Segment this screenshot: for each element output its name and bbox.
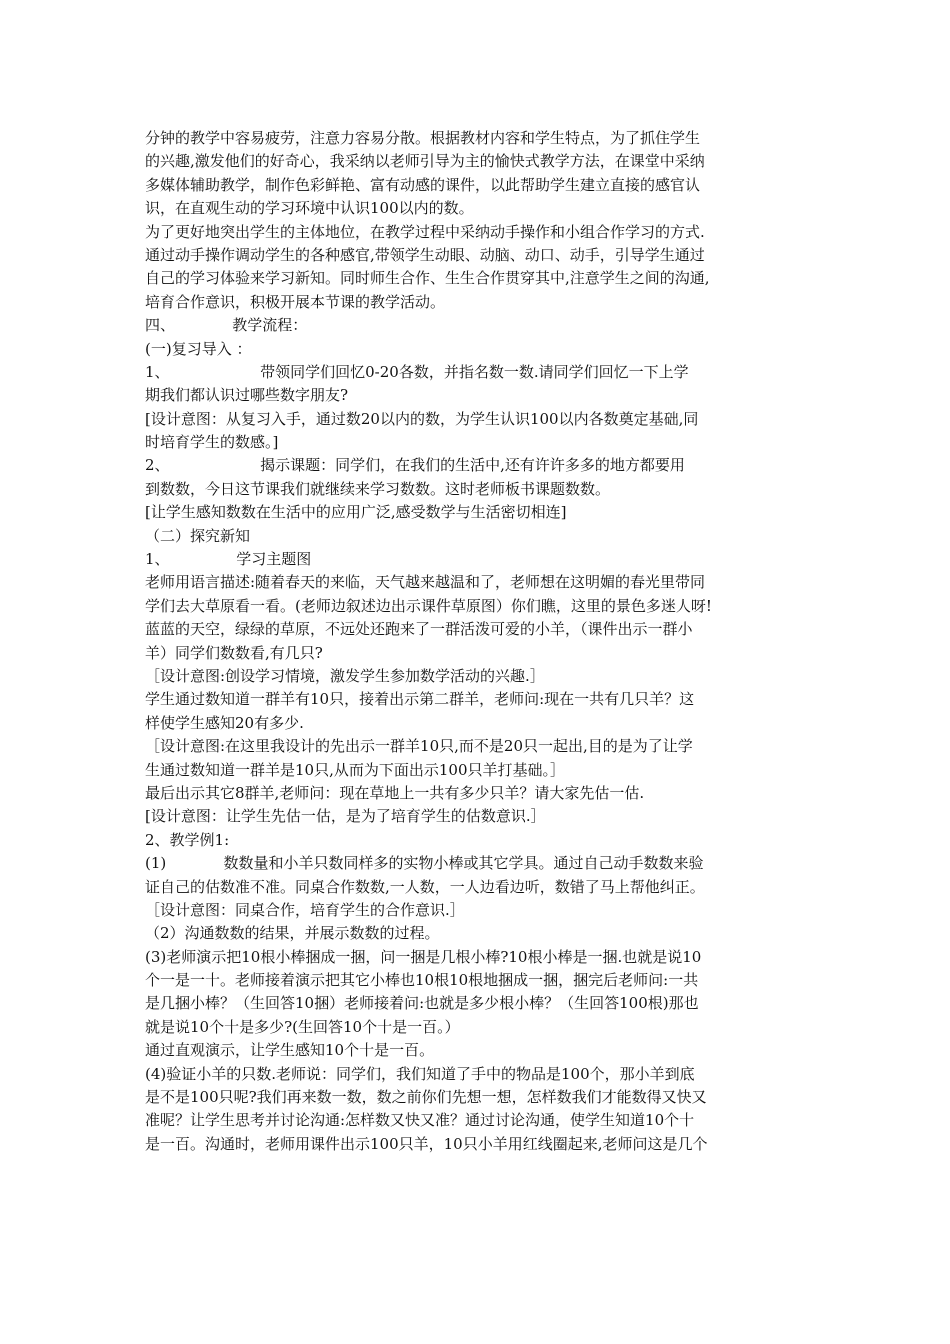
text-line: 通过直观演示，让学生感知10个十是一百。 (145, 1041, 435, 1060)
text-line: 是几捆小棒？（生回答10捆）老师接着问:也就是多少根小棒？（生回答100根)那也 (145, 994, 699, 1013)
text-line: 蓝蓝的天空，绿绿的草原，不远处还跑来了一群活泼可爱的小羊，（课件出示一群小 (145, 620, 693, 639)
text-line: 老师用语言描述:随着春天的来临，天气越来越温和了，老师想在这明媚的春光里带同 (145, 573, 706, 592)
text-line: 样使学生感知20有多少. (145, 713, 304, 732)
text-line: 就是说10个十是多少?(生回答10个十是一百。） (145, 1017, 460, 1036)
text-line: 证自己的估数准不准。同桌合作数数,一人数，一人边看边听，数错了马上帮他纠正。 (145, 877, 705, 896)
text-line: 到数数，今日这节课我们就继续来学习数数。这时老师板书课题数数。 (145, 479, 611, 498)
text-line: 学们去大草原看一看。(老师边叙述边出示课件草原图）你们瞧，这里的景色多迷人呀! (145, 596, 712, 615)
text-line: 时培育学生的数感。] (145, 433, 279, 452)
text-line: (一)复习导入 ： (145, 339, 252, 358)
text-line: 2、 揭示课题：同学们，在我们的生活中,还有许许多多的地方都要用 (145, 456, 685, 475)
text-line: 是一百。沟通时，老师用课件出示100只羊，10只小羊用红线圈起来,老师问这是几个 (145, 1134, 708, 1153)
text-line: 识，在直观生动的学习环境中认识100以内的数。 (145, 199, 474, 218)
text-line: 最后出示其它8群羊,老师问：现在草地上一共有多少只羊？请大家先估一估. (145, 783, 645, 802)
text-line: 多媒体辅助教学，制作色彩鲜艳、富有动感的课件，以此帮助学生建立直接的感官认 (145, 175, 701, 194)
text-line: [设计意图：从复习入手，通过数20以内的数，为学生认识100以内各数奠定基础,同 (145, 409, 699, 428)
text-line: ［设计意图：同桌合作，培育学生的合作意识.］ (145, 900, 465, 919)
text-line: 是不是100只呢?我们再来数一数，数之前你们先想一想，怎样数我们才能数得又快又 (145, 1088, 707, 1107)
text-line: （2）沟通数数的结果，并展示数数的过程。 (145, 924, 440, 943)
text-line: （二）探究新知 (145, 526, 251, 545)
text-line: 羊）同学们数数看,有几只? (145, 643, 323, 662)
text-line: 1、 学习主题图 (145, 550, 312, 569)
text-line: 期我们都认识过哪些数字朋友? (145, 386, 349, 405)
text-line: ［设计意图:创设学习情境，激发学生参加数学活动的兴趣.］ (145, 666, 545, 685)
text-line: 1、 带领同学们回忆0-20各数，并指名数一数.请同学们回忆一下上学 (145, 362, 689, 381)
text-line: 生通过数知道一群羊是10只,从而为下面出示100只羊打基础。］ (145, 760, 565, 779)
text-line: 四、 教学流程： (145, 316, 308, 335)
text-line: 分钟的教学中容易疲劳，注意力容易分散。根据教材内容和学生特点，为了抓住学生 (145, 129, 701, 147)
document-body (145, 127, 810, 1156)
text-line: 通过动手操作调动学生的各种感官,带领学生动眼、动脑、动口、动手，引导学生通过 (145, 245, 705, 264)
text-line: 自己的学习体验来学习新知。同时师生合作、生生合作贯穿其中,注意学生之间的沟通, (145, 269, 710, 288)
text-line: (4)验证小羊的只数.老师说：同学们，我们知道了手中的物品是100个，那小羊到底 (145, 1064, 695, 1083)
text-line: (3)老师演示把10根小棒捆成一捆，问一捆是几根小棒?10根小棒是一捆.也就是说10 (145, 947, 702, 966)
text-line: 2、教学例1: (145, 830, 230, 849)
text-line: 的兴趣,激发他们的好奇心，我采纳以老师引导为主的愉快式教学方法，在课堂中采纳 (145, 152, 705, 171)
text-line: (1) 数数量和小羊只数同样多的实物小棒或其它学具。通过自己动手数数来验 (145, 854, 704, 873)
text-line: [让学生感知数数在生活中的应用广泛,感受数学与生活密切相连] (145, 503, 567, 522)
text-line: 个一是一十。老师接着演示把其它小棒也10根10根地捆成一捆，捆完后老师问:一共 (145, 971, 699, 990)
text-line: 学生通过数知道一群羊有10只，接着出示第二群羊，老师问:现在一共有几只羊？这 (145, 690, 695, 709)
text-line: ［设计意图:在这里我设计的先出示一群羊10只,而不是20只一起出,目的是为了让学 (145, 737, 693, 756)
text-line: [设计意图：让学生先估一估，是为了培育学生的估数意识.］ (145, 807, 546, 826)
text-line: 准呢？让学生思考并讨论沟通:怎样数又快又准？通过讨论沟通，使学生知道10个十 (145, 1111, 695, 1130)
text-line: 培育合作意识，积极开展本节课的教学活动。 (145, 292, 446, 311)
text-line: 为了更好地突出学生的主体地位，在教学过程中采纳动手操作和小组合作学习的方式. (145, 222, 705, 241)
